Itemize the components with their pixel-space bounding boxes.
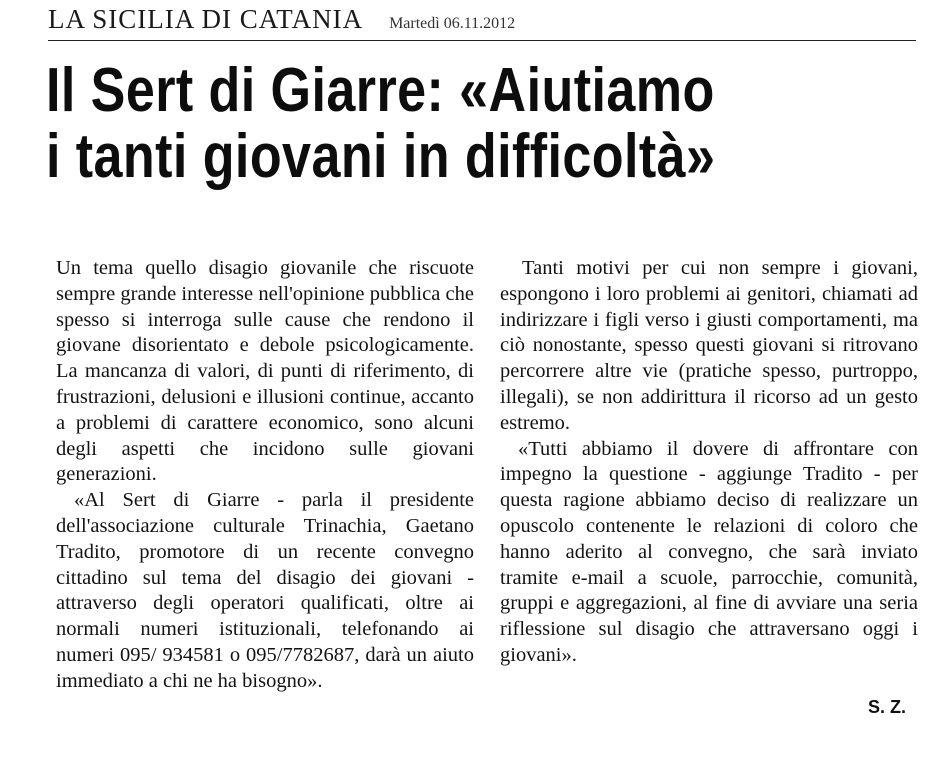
article-right-column (500, 256, 918, 669)
masthead-divider (48, 40, 916, 41)
publication-date: Martedì 06.11.2012 (389, 15, 516, 32)
paragraph: Tanti motivi per cui non sempre i giovani, espongono i loro problemi ai genitori, chiamati ad indirizzare i figli verso i giusti comportamenti, ma ciò nonostante, spesso questi giovani si ritrovano percorrere altre vie (pratiche spesso, purtroppo, illegali), se non addirittura il ricorso ad un gesto estremo. (500, 257, 918, 434)
headline-line-1: Il Sert di Giarre: «Aiutiamo (46, 56, 715, 125)
headline-line-2: i tanti giovani in difficoltà» (46, 122, 716, 191)
author-signature: S. Z. (868, 697, 907, 717)
article-headline (46, 58, 785, 190)
paragraph: Un tema quello disagio giovanile che riscuote sempre grande interesse nell'opinione pubblica che spesso si interroga sulle cause che rendono il giovane disorientato e debole psicologicamente. La mancanza di valori, di punti di riferimento, di frustrazioni, delusioni e illusioni continue, accanto a problemi di carattere economico, sono alcuni degli aspetti che incidono sulle giovani generazioni. (56, 257, 474, 486)
paragraph: «Al Sert di Giarre - parla il presidente dell'associazione culturale Trinachia, Gaetano Tradito, promotore di un recente convegno cittadino sul tema del disagio dei giovani - attraverso degli operatori qualificati, oltre ai normali numeri istituzionali, telefonando ai numeri 095/ 934581 o 095/7782687, darà un aiuto immediato a chi ne ha bisogno». (56, 489, 474, 692)
newspaper-name: LA SICILIA DI CATANIA (48, 4, 364, 34)
masthead (48, 4, 515, 38)
paragraph: «Tutti abbiamo il dovere di affrontare con impegno la questione - aggiunge Tradito - per questa ragione abbiamo deciso di realizzare un opuscolo contenente le relazioni di coloro che hanno aderito al convegno, che sarà inviato tramite e-mail a scuole, parrocchie, comunità, gruppi e aggregazioni, al fine di avviare una seria riflessione sul disagio che attraversano oggi i giovani». (500, 437, 918, 666)
article-left-column (56, 256, 474, 695)
